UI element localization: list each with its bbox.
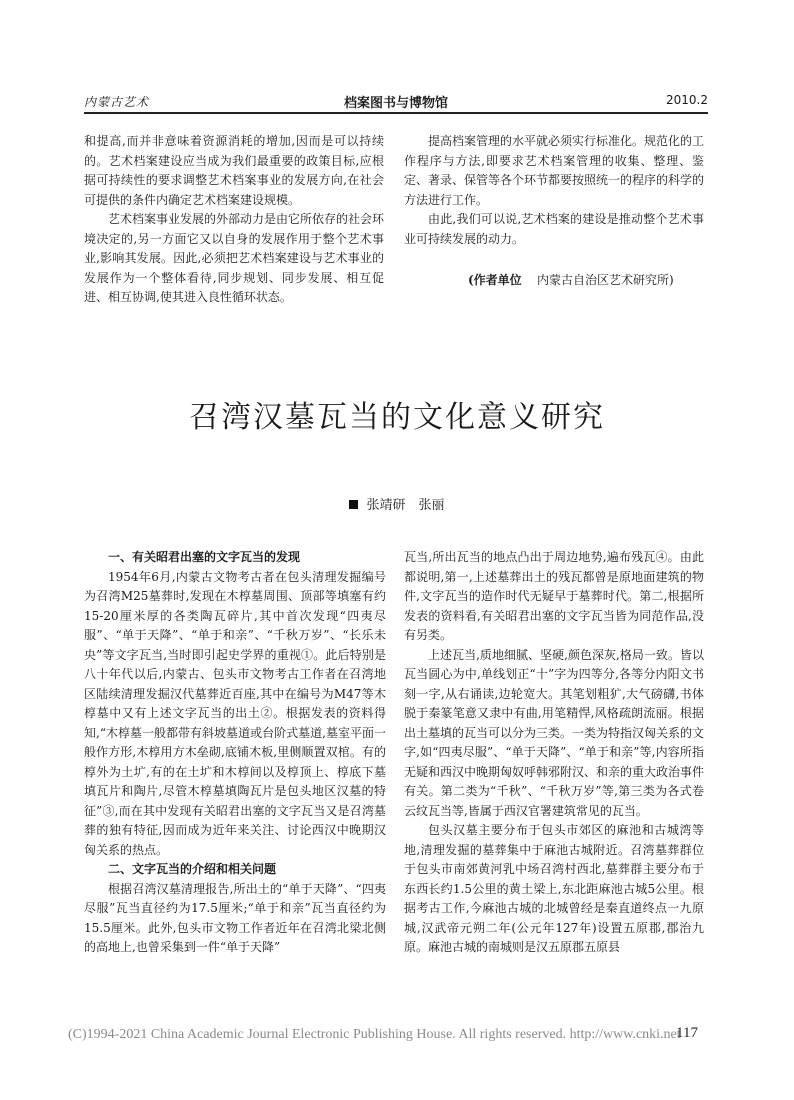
- copyright-notice: (C)1994-2021 China Academic Journal Electronic Publishing House. All rights reserved. http://www.cnki.net: [68, 1027, 681, 1042]
- section-name: 档案图书与博物馆: [343, 96, 448, 111]
- paragraph: 根据召湾汉墓清理报告,所出土的“单于天降”、“四夷尽服”瓦当直径约为17.5厘米;“单于和亲”瓦当直径约为15.5厘米。此外,包头市文物工作者近年在召湾北梁北侧的高地上,也曾采集到一件“单于天降”: [84, 881, 386, 954]
- footer: [68, 1027, 728, 1043]
- paragraph: 艺术档案事业发展的外部动力是由它所依存的社会环境决定的,另一方面它又以自身的发展作用于整个艺术事业,影响其发展。因此,必须把艺术档案建设与艺术事业的发展作为一个整体看待,同步规划、同步发展、相互促进、相互协调,使其进入良性循环状态。: [84, 212, 385, 304]
- paragraph: 提高档案管理的水平就必须实行标准化。规范化的工作程序与方法,即要求艺术档案管理的收集、整理、鉴定、著录、保管等各个环节都要按照统一的程序的科学的方法进行工作。: [404, 134, 705, 207]
- header-rule: [84, 112, 708, 114]
- previous-article-right-column: [404, 132, 704, 249]
- page-number: 117: [676, 1025, 698, 1041]
- affiliation-value: 内蒙古自治区艺术研究所): [536, 273, 674, 287]
- paragraph: 瓦当,所出瓦当的地点凸出于周边地势,遍布残瓦④。由此都说明,第一,上述墓葬出土的残瓦都曾是原地面建筑的物件,文字瓦当的造作时代无疑早于墓葬时代。第二,根据所发表的资料看,有关昭君出塞的文字瓦当皆为同范作品,没有另类。: [404, 550, 704, 642]
- issue-number: 2010.2: [666, 93, 708, 107]
- author-names: 张靖研 张丽: [366, 498, 445, 513]
- paragraph: 和提高,而并非意味着资源消耗的增加,因而是可以持续的。艺术档案建设应当成为我们最重要的政策目标,应根据可持续性的要求调整艺术档案事业的发展方向,在社会可提供的条件内确定艺术档案建设规模。: [84, 134, 384, 207]
- journal-name: 内蒙古艺术: [84, 95, 150, 109]
- byline: [0, 494, 794, 513]
- paragraph: 1954年6月,内蒙古文物考古者在包头清理发掘编号为召湾M25墓葬时,发现在木椁墓周围、顶部等填塞有约15-20厘米厚的各类陶瓦碎片,其中首次发现“四夷尽服”、“单于天降”、“单于和亲”、“千秋万岁”、“长乐未央”等文字瓦当,当时即引起史学界的重视①。此后特别是八十年代以后,内蒙古、包头市文物考古工作者在召湾地区陆续清理发掘汉代墓葬近百座,其中在编号为M47等木椁墓中又有上述文字瓦当的出土②。根据发表的资料得知,“木椁墓一般都带有斜坡墓道或台阶式墓道,墓室平面一般作方形,木椁用方木垒砌,底铺木板,里侧顺置双棺。有的椁外为土圹,有的在土圹和木椁间以及椁顶上、椁底下墓填瓦片和陶片,尽管木椁墓填陶瓦片是包头地区汉墓的特征”③,而在其中发现有关昭君出塞的文字瓦当又是召湾墓葬的独有特征,因而成为近年来关注、讨论西汉中晚期汉匈关系的热点。: [84, 569, 386, 857]
- section-heading: 二、文字瓦当的介绍和相关问题: [108, 862, 277, 876]
- section-heading: 一、有关昭君出塞的文字瓦当的发现: [108, 550, 301, 564]
- previous-article-left-column: [84, 132, 384, 308]
- running-header: [84, 90, 708, 112]
- paragraph: 上述瓦当,质地细腻、坚硬,颜色深灰,格局一致。皆以瓦当圆心为中,单线划正“十”字为四等分,各等分内阳文书刻一字,从右诵读,边轮宽大。其笔划粗犷,大气磅礴,书体脱于秦篆笔意又隶中有曲,用笔精悍,风格疏朗流丽。根据出土墓填的瓦当可以分为三类。一类为特指汉匈关系的文字,如“四夷尽服”、“单于天降”、“单于和亲”等,内容所指无疑和西汉中晚期匈奴呼韩邪附汉、和亲的重大政治事件有关。第二类为“千秋”、“千秋万岁”等,第三类为各式卷云纹瓦当等,皆属于西汉官署建筑常见的瓦当。: [404, 647, 705, 818]
- paragraph: 由此,我们可以说,艺术档案的建设是推动整个艺术事业可持续发展的动力。: [404, 212, 704, 246]
- article-left-column: [84, 548, 386, 958]
- square-bullet-icon: [349, 500, 358, 509]
- paragraph: 包头汉墓主要分布于包头市郊区的麻池和古城湾等地,清理发掘的墓葬集中于麻池古城附近。召湾墓葬群位于包头市南郊黄河乳中场召湾村西北,墓葬群主要分布于东西长约1.5公里的黄土梁上,东北距麻池古城5公里。根据考古工作,今麻池古城的北城曾经是秦直道终点一九原城,汉武帝元朔二年(公元年127年)设置五原郡,郡治九原。麻池古城的南城则是汉五原郡五原县: [404, 823, 704, 954]
- affiliation-label: (作者单位: [468, 273, 522, 287]
- author-affiliation: [468, 271, 674, 288]
- article-title: 召湾汉墓瓦当的文化意义研究: [189, 400, 605, 435]
- article-right-column: [404, 548, 704, 958]
